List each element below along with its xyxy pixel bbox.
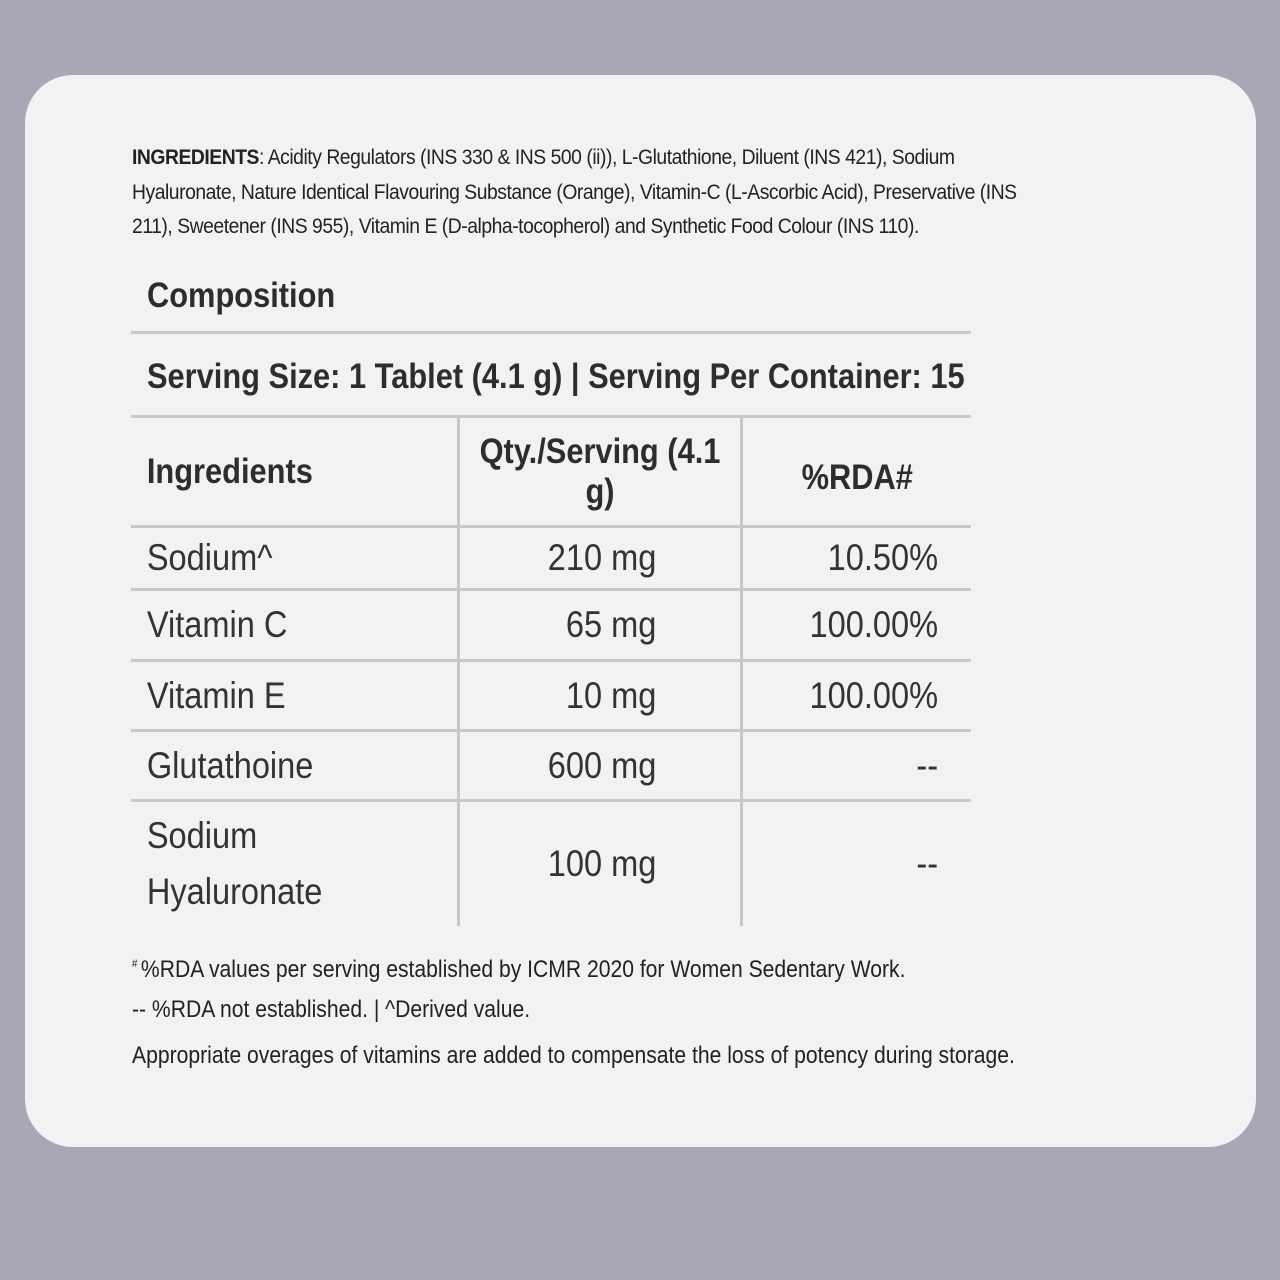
table-row	[131, 527, 971, 590]
row-rda: 10.50%	[741, 527, 971, 590]
footnote-rda-basis: # %RDA values per serving established by ICMR 2020 for Women Sedentary Work.	[132, 956, 906, 983]
serving-info: Serving Size: 1 Tablet (4.1 g) | Serving Per Container: 15	[131, 334, 971, 418]
row-qty: 210 mg	[458, 527, 741, 590]
row-qty: 600 mg	[458, 731, 741, 801]
row-qty: 100 mg	[458, 801, 741, 927]
header-qty-serving: Qty./Serving (4.1 g)	[458, 418, 741, 527]
table-row	[131, 661, 971, 731]
row-ingredient-name: Glutathoine	[131, 731, 458, 801]
table-row	[131, 590, 971, 661]
row-qty: 10 mg	[458, 661, 741, 731]
composition-card	[25, 75, 1256, 1147]
ingredients-label: INGREDIENTS	[132, 146, 259, 169]
footnote-overages: Appropriate overages of vitamins are added to compensate the loss of potency during storage.	[132, 1042, 1015, 1069]
header-ingredients: Ingredients	[131, 418, 458, 527]
table-row	[131, 801, 971, 927]
composition-title: Composition	[131, 261, 971, 334]
row-ingredient-name: Sodium Hyaluronate	[131, 801, 458, 927]
ingredients-list: : Acidity Regulators (INS 330 & INS 500 (ii)), L-Glutathione, Diluent (INS 421), Sodium Hyaluronate, Nature Identical Flavouring Substance (Orange), Vitamin-C (L-Ascorbic Acid), Preservative (INS 211), Sweetener (INS 955), Vitamin E (D-alpha-tocopherol) and Synthetic Food Colour (INS 110).	[132, 146, 1017, 238]
row-ingredient-name: Vitamin E	[131, 661, 458, 731]
row-ingredient-name: Sodium^	[131, 527, 458, 590]
row-ingredient-name: Vitamin C	[131, 590, 458, 661]
footnote-not-established: -- %RDA not established. | ^Derived value.	[132, 996, 531, 1023]
footnote-hash-mark: #	[132, 958, 138, 970]
composition-table	[131, 418, 971, 926]
composition-table-block	[131, 261, 971, 926]
table-header-row	[131, 418, 971, 527]
row-qty: 65 mg	[458, 590, 741, 661]
row-rda: --	[741, 731, 971, 801]
footnotes	[132, 941, 1132, 1079]
row-rda: 100.00%	[741, 590, 971, 661]
table-row	[131, 731, 971, 801]
row-rda: 100.00%	[741, 661, 971, 731]
row-rda: --	[915, 843, 938, 884]
header-rda: %RDA#	[741, 418, 971, 527]
ingredients-paragraph	[132, 141, 1052, 245]
